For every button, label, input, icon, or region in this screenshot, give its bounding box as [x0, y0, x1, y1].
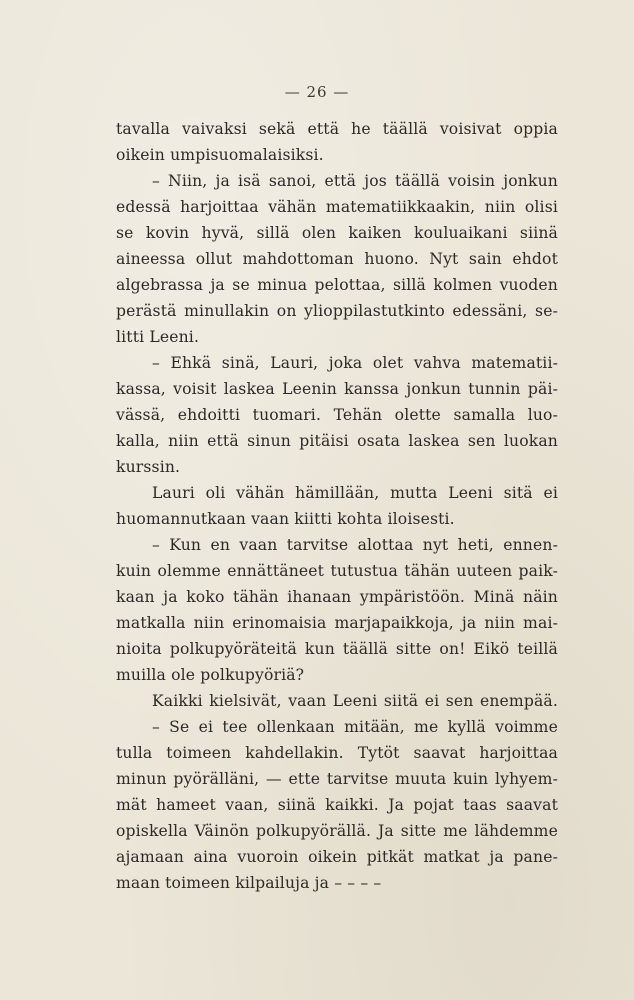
text-line: tulla toimeen kahdellakin. Tytöt saavat harjoittaa: [116, 744, 558, 762]
text-line: – Ehkä sinä, Lauri, joka olet vahva matematii-: [152, 354, 558, 372]
text-line: kalla, niin että sinun pitäisi osata laskea sen luokan: [116, 432, 558, 450]
text-line: huomannutkaan vaan kiitti kohta iloisesti.: [116, 510, 455, 528]
text-line: – Kun en vaan tarvitse alottaa nyt heti, ennen-: [152, 536, 558, 554]
text-line: algebrassa ja se minua pelottaa, sillä kolmen vuoden: [116, 276, 558, 294]
text-line: – Se ei tee ollenkaan mitään, me kyllä voimme: [152, 718, 558, 736]
text-line: ajamaan aina vuoroin oikein pitkät matkat ja pane-: [116, 848, 558, 866]
text-line: litti Leeni.: [116, 328, 200, 346]
body-text: [116, 116, 558, 896]
text-line: perästä minullakin on ylioppilastutkinto edessäni, se-: [116, 302, 558, 320]
text-line: matkalla niin erinomaisia marjapaikkoja, ja niin mai-: [116, 614, 558, 632]
text-line: aineessa ollut mahdottoman huono. Nyt sain ehdot: [116, 250, 558, 268]
text-line: se kovin hyvä, sillä olen kaiken kouluaikani siinä: [116, 224, 558, 242]
text-line: tavalla vaivaksi sekä että he täällä voisivat oppia: [116, 120, 558, 138]
page-number: — 26 —: [284, 83, 350, 101]
text-line: nioita polkupyöräteitä kun täällä sitte on! Eikö teillä: [116, 640, 558, 658]
text-line: minun pyörälläni, — ette tarvitse muuta kuin lyhyem-: [116, 770, 558, 788]
text-line: edessä harjoittaa vähän matematiikkaakin, niin olisi: [116, 198, 558, 216]
text-line: opiskella Väinön polkupyörällä. Ja sitte me lähdemme: [116, 822, 558, 840]
text-line: muilla ole polkupyöriä?: [116, 666, 305, 684]
text-line: Lauri oli vähän hämillään, mutta Leeni sitä ei: [152, 484, 558, 502]
text-line: Kaikki kielsivät, vaan Leeni siitä ei sen enempää.: [152, 692, 558, 710]
text-line: kaan ja koko tähän ihanaan ympäristöön. Minä näin: [116, 588, 558, 606]
text-line: kurssin.: [116, 458, 181, 476]
text-line: kuin olemme ennättäneet tutustua tähän uuteen paik-: [116, 562, 558, 580]
text-line: oikein umpisuomalaisiksi.: [116, 146, 324, 164]
text-line: vässä, ehdoitti tuomari. Tehän olette samalla luo-: [116, 406, 558, 424]
text-line: maan toimeen kilpailuja ja – – – –: [116, 874, 382, 892]
text-line: mät hameet vaan, siinä kaikki. Ja pojat taas saavat: [116, 796, 558, 814]
text-line: – Niin, ja isä sanoi, että jos täällä voisin jonkun: [152, 172, 558, 190]
text-line: kassa, voisit laskea Leenin kanssa jonkun tunnin päi-: [116, 380, 558, 398]
